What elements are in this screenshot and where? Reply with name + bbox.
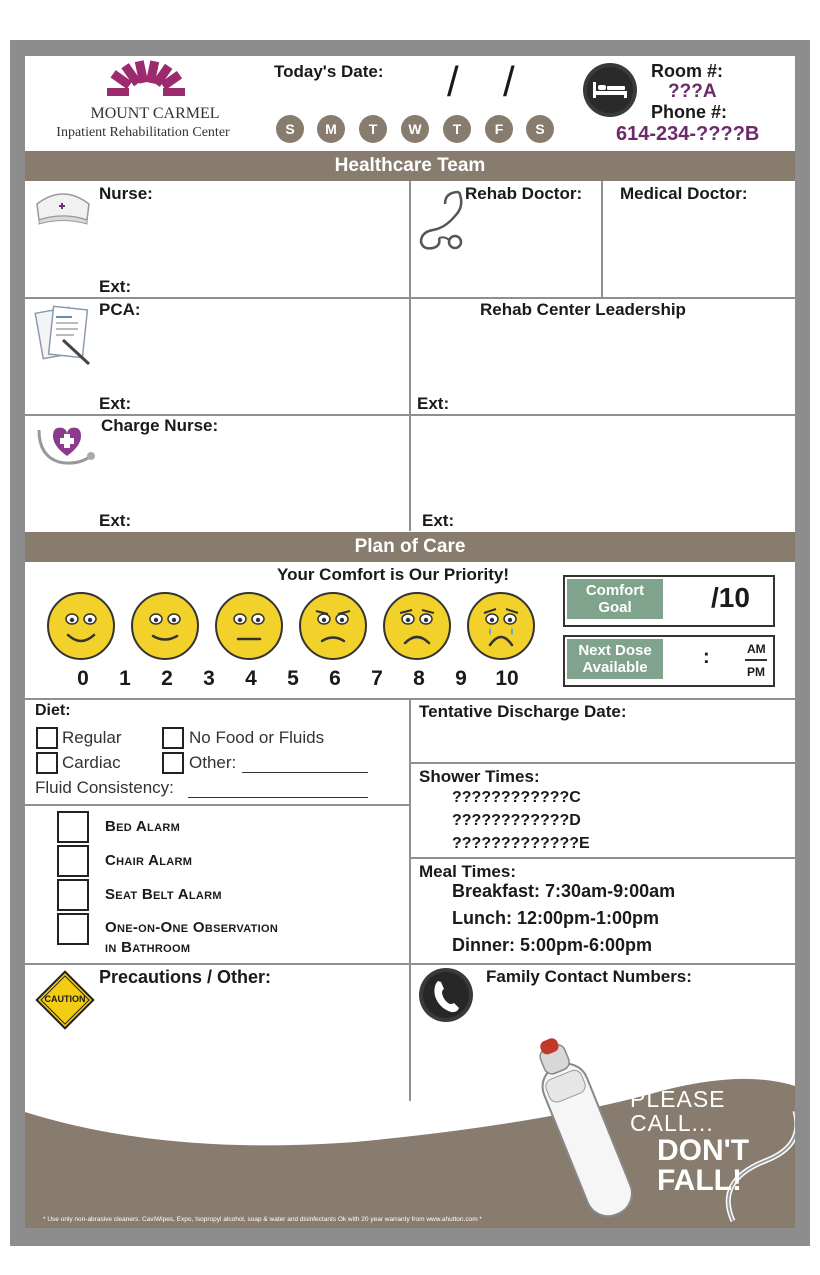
meal-dinner: Dinner: 5:00pm-6:00pm: [452, 935, 653, 955]
diet-regular-checkbox[interactable]: [36, 727, 58, 749]
bed-alarm-checkbox[interactable]: [57, 811, 89, 843]
face-severe-pain-icon: [298, 591, 368, 661]
divider: [409, 181, 411, 531]
phone-icon: [417, 966, 475, 1024]
seat-belt-alarm-label: Seat Belt Alarm: [105, 886, 222, 903]
divider: [411, 762, 795, 764]
bed-icon: [576, 62, 646, 118]
pm-label: PM: [747, 665, 765, 679]
charge-nurse-ext-label: Ext:: [99, 511, 132, 530]
day-thursday: T: [443, 115, 471, 143]
org-subtitle: Inpatient Rehabilitation Center: [56, 125, 230, 140]
diet-label: Diet:: [35, 702, 71, 719]
face-no-pain-icon: [46, 591, 116, 661]
observation-label-line2: in Bathroom: [105, 939, 191, 956]
pain-scale-10: 10: [495, 667, 519, 690]
whiteboard: [25, 56, 795, 1228]
pain-scale-6: 6: [329, 667, 341, 690]
cleaning-disclaimer: * Use only non-abrasive cleaners. CaviWipes, Expo, Isopropyl alcohol, soap & water and disinfectants Ok with 20 year warranty from www.ahutton.com *: [43, 1216, 482, 1223]
org-name: MOUNT CARMEL: [90, 105, 220, 122]
day-monday: M: [317, 115, 345, 143]
nurse-label: Nurse:: [99, 184, 153, 203]
next-dose-label: Next Dose Available: [567, 639, 663, 679]
room-label: Room #:: [651, 61, 723, 81]
please-call-line1: PLEASE: [630, 1086, 726, 1112]
seat-belt-alarm-checkbox[interactable]: [57, 879, 89, 911]
meal-lunch: Lunch: 12:00pm-1:00pm: [452, 908, 660, 928]
leadership-label: Rehab Center Leadership: [480, 300, 686, 319]
face-moderate-pain-icon: [214, 591, 284, 661]
nurse-ext-label: Ext:: [99, 277, 132, 296]
face-mild-pain-icon: [130, 591, 200, 661]
meal-breakfast: Breakfast: 7:30am-9:00am: [452, 881, 676, 901]
shower-times-label: Shower Times:: [419, 767, 540, 786]
face-very-severe-pain-icon: [382, 591, 452, 661]
discharge-date-label: Tentative Discharge Date:: [419, 702, 627, 721]
leadership-ext-label: Ext:: [417, 394, 450, 413]
pain-scale-9: 9: [455, 667, 467, 690]
pain-scale-7: 7: [371, 667, 383, 690]
face-worst-pain-icon: [466, 591, 536, 661]
pain-scale-4: 4: [245, 667, 257, 690]
room-value: ???A: [668, 81, 717, 102]
fluid-consistency-label: Fluid Consistency:: [35, 778, 174, 797]
please-call-line2: CALL...: [630, 1110, 714, 1136]
diet-no-food-label: No Food or Fluids: [189, 728, 325, 747]
diet-other-label: Other:: [189, 753, 237, 772]
rehab-doctor-label: Rehab Doctor:: [465, 184, 583, 203]
day-sunday: S: [276, 115, 304, 143]
pain-scale-1: 1: [119, 667, 131, 690]
divider: [409, 698, 411, 1101]
phone-label: Phone #:: [651, 102, 728, 122]
date-slash-2: /: [503, 58, 515, 105]
pain-scale-8: 8: [413, 667, 425, 690]
medical-doctor-label: Medical Doctor:: [620, 184, 748, 203]
divider: [25, 297, 795, 299]
day-friday: F: [485, 115, 513, 143]
diet-regular-label: Regular: [62, 728, 122, 747]
caution-sign-text: CAUTION: [44, 994, 86, 1004]
other-ext-label: Ext:: [422, 511, 455, 530]
fluid-consistency-line[interactable]: [188, 797, 368, 798]
am-pm-divider: [745, 659, 767, 661]
comfort-heading: Your Comfort is Our Priority!: [277, 565, 510, 584]
dont-fall-line2: FALL!: [657, 1164, 742, 1197]
divider: [601, 181, 603, 298]
shower-time-2: ????????????D: [452, 812, 581, 829]
diet-other-line[interactable]: [242, 772, 368, 773]
caution-sign-icon: [33, 968, 97, 1032]
pain-scale-0: 0: [77, 667, 89, 690]
divider: [411, 857, 795, 859]
comfort-goal-suffix: /10: [711, 582, 750, 613]
nurse-cap-icon: [31, 186, 95, 228]
family-contact-label: Family Contact Numbers:: [486, 967, 692, 986]
meal-times-label: Meal Times:: [419, 862, 517, 881]
pca-label: PCA:: [99, 300, 141, 319]
bed-alarm-label: Bed Alarm: [105, 818, 181, 835]
dont-fall-line1: DON'T: [657, 1134, 750, 1167]
heart-stethoscope-icon: [33, 416, 99, 472]
day-tuesday: T: [359, 115, 387, 143]
observation-label: One-on-One Observation: [105, 919, 279, 936]
pca-ext-label: Ext:: [99, 394, 132, 413]
comfort-goal-label: Comfort Goal: [567, 579, 663, 619]
date-slash-1: /: [447, 58, 459, 105]
chair-alarm-checkbox[interactable]: [57, 845, 89, 877]
stethoscope-icon: [415, 186, 471, 252]
diet-cardiac-label: Cardiac: [62, 753, 121, 772]
am-label: AM: [747, 642, 766, 656]
next-dose-colon: :: [703, 646, 710, 668]
shower-time-3: ?????????????E: [452, 835, 590, 852]
diet-no-food-checkbox[interactable]: [162, 727, 184, 749]
divider: [25, 963, 795, 965]
plan-of-care-title: Plan of Care: [25, 532, 795, 562]
day-wednesday: W: [401, 115, 429, 143]
chair-alarm-label: Chair Alarm: [105, 852, 193, 869]
charge-nurse-label: Charge Nurse:: [101, 416, 219, 435]
precautions-label: Precautions / Other:: [99, 967, 272, 987]
phone-value: 614-234-????B: [616, 123, 760, 145]
date-label: Today's Date:: [274, 62, 384, 81]
shower-time-1: ????????????C: [452, 789, 581, 806]
pain-scale-2: 2: [161, 667, 173, 690]
pain-scale-5: 5: [287, 667, 299, 690]
pain-scale-3: 3: [203, 667, 215, 690]
observation-checkbox[interactable]: [57, 913, 89, 945]
divider: [25, 804, 409, 806]
diet-other-checkbox[interactable]: [162, 752, 184, 774]
diet-cardiac-checkbox[interactable]: [36, 752, 58, 774]
healthcare-team-title: Healthcare Team: [25, 151, 795, 181]
day-saturday: S: [526, 115, 554, 143]
